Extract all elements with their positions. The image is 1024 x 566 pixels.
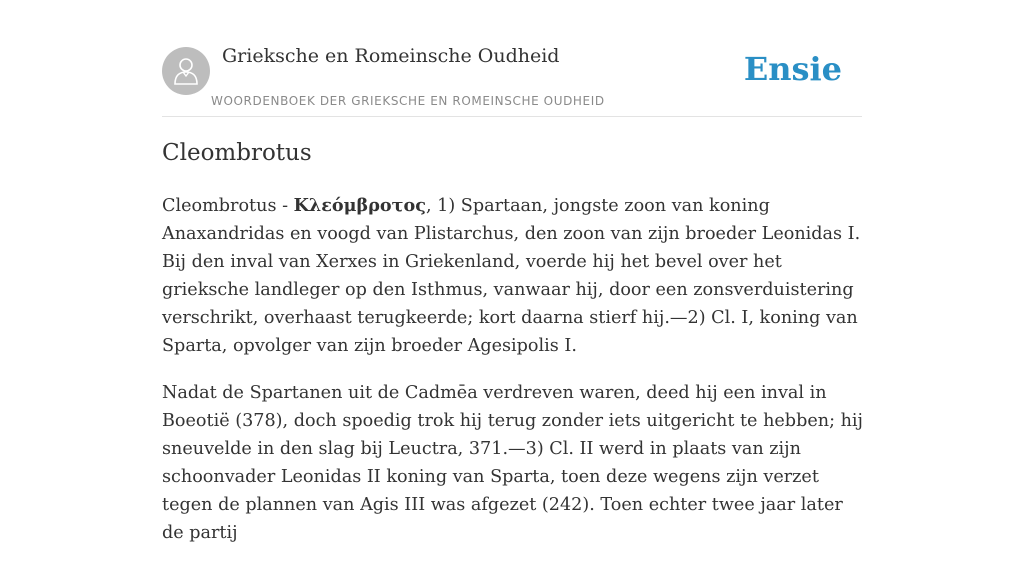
page-title: Cleombrotus bbox=[162, 140, 312, 166]
entry-content bbox=[162, 192, 864, 566]
greek-term: Κλεόμβροτος bbox=[293, 195, 426, 216]
entry-paragraph-1-text: , 1) Spartaan, jongste zoon van koning Anaxandridas en voogd van Plistarchus, den zoon van zijn broeder Leonidas I. Bij den inval van Xerxes in Griekenland, voerde hij het bevel over het grieksche landleger op den Isthmus, vanwaar hij, door een zonsverduistering verschrikt, overhaast terugkeerde; kort daarna stierf hij.—2) Cl. I, koning van Sparta, opvolger van zijn broeder Agesipolis I. bbox=[162, 196, 861, 356]
user-icon bbox=[173, 57, 199, 85]
entry-paragraph-1 bbox=[162, 192, 864, 360]
site-subtitle: WOORDENBOEK DER GRIEKSCHE EN ROMEINSCHE OUDHEID bbox=[211, 94, 605, 108]
site-title[interactable]: Grieksche en Romeinsche Oudheid bbox=[222, 45, 560, 67]
site-header bbox=[162, 0, 862, 117]
entry-paragraph-2: Nadat de Spartanen uit de Cadmēa verdreven waren, deed hij een inval in Boeotië (378), doch spoedig trok hij terug zonder iets uitgericht te hebben; hij sneuvelde in den slag bij Leuctra, 371.—3) Cl. II werd in plaats van zijn schoonvader Leonidas II koning van Sparta, toen deze wegens zijn verzet tegen de plannen van Agis III was afgezet (242). Toen echter twee jaar later de partij bbox=[162, 383, 864, 543]
entry-term: Cleombrotus - bbox=[162, 196, 294, 216]
avatar[interactable] bbox=[162, 47, 210, 95]
brand-logo[interactable]: Ensie bbox=[743, 50, 842, 88]
